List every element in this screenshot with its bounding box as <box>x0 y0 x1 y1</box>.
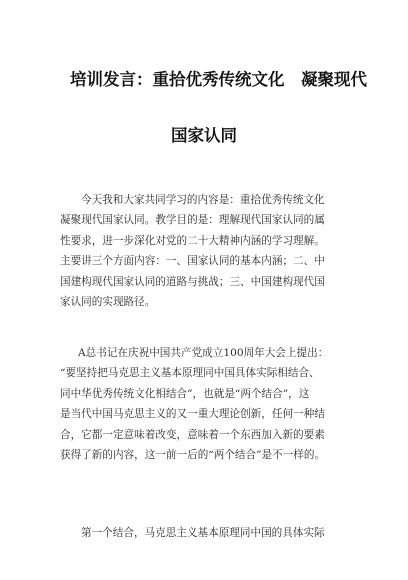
document-title-line-2: 国家认同 <box>171 126 237 145</box>
paragraph-line: 家认同的实现路径。 <box>60 296 156 309</box>
paragraph-line: 今天我和大家共同学习的内容是：重拾优秀传统文化 <box>81 194 325 206</box>
paragraph-line: 主要讲三个方面内容：一、国家认同的基本内涵；二、中 <box>60 255 325 268</box>
paragraph-line: 凝聚现代国家认同。教学目的是：理解现代国家认同的属 <box>60 214 325 227</box>
paragraph-first-combination <box>60 523 358 543</box>
paragraph-line: A总书记在庆祝中国共产党成立100周年大会上提出： <box>78 347 329 359</box>
paragraph-line: 合，它都一定意味着改变，意味着一个东西加入新的要素 <box>60 428 325 441</box>
paragraph-two-combinations <box>60 343 358 465</box>
paragraph-intro <box>60 190 358 312</box>
paragraph-line: 国建构现代国家认同的道路与挑战；三、中国建构现代国 <box>60 275 325 288</box>
paragraph-line: 获得了新的内容，这一前一后的“两个结合”是不一样的。 <box>60 449 326 462</box>
paragraph-line: “要坚持把马克思主义基本原理同中国具体实际相结合、 <box>60 367 320 380</box>
document-title-line-1: 培训发言：重拾优秀传统文化 凝聚现代 <box>70 70 367 89</box>
paragraph-line: 性要求，进一步深化对党的二十大精神内涵的学习理解。 <box>60 234 325 247</box>
paragraph-line: 是当代中国马克思主义的又一重大理论创新，任何一种结 <box>60 408 325 421</box>
paragraph-line: 同中华优秀传统文化相结合”，也就是“两个结合”，这 <box>60 387 310 400</box>
paragraph-line: 第一个结合，马克思主义基本原理同中国的具体实际 <box>81 527 325 539</box>
